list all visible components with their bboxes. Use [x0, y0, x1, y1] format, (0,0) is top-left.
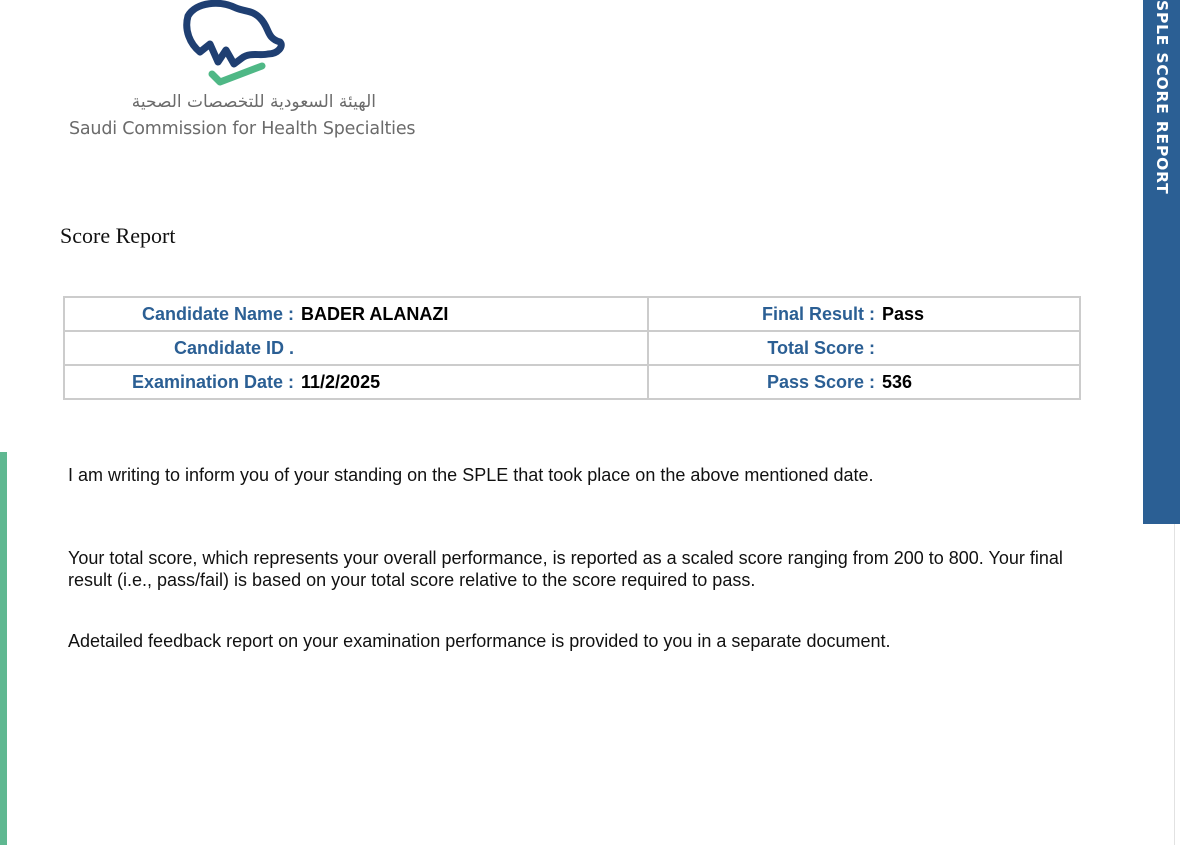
table-row	[64, 297, 1080, 331]
final-result-cell	[648, 297, 1080, 331]
pass-score-cell	[648, 365, 1080, 399]
exam-date-label: Examination Date :	[131, 371, 294, 392]
pass-score-label: Pass Score :	[766, 371, 875, 392]
candidate-name-cell	[64, 297, 648, 331]
candidate-id-label: Candidate ID .	[173, 337, 294, 358]
organization-name-english: Saudi Commission for Health Specialties	[69, 119, 416, 139]
organization-logo	[60, 0, 420, 150]
exam-date-cell	[64, 365, 648, 399]
candidate-id-cell	[64, 331, 648, 365]
intro-paragraph: I am writing to inform you of your standing on the SPLE that took place on the above mentioned date.	[68, 465, 874, 485]
candidate-info-table	[63, 296, 1081, 400]
pass-score-value: 536	[882, 371, 913, 392]
accent-bar	[0, 452, 7, 845]
side-banner	[1143, 0, 1180, 524]
side-divider	[1174, 524, 1175, 845]
total-score-label: Total Score :	[767, 337, 875, 358]
final-result-label: Final Result :	[761, 303, 875, 324]
feedback-paragraph: Adetailed feedback report on your examination performance is provided to you in a separate document.	[68, 631, 891, 651]
scfhs-logo-icon	[180, 0, 292, 92]
candidate-name-value: BADER ALANAZI	[301, 303, 449, 324]
final-result-value: Pass	[882, 303, 925, 324]
side-banner-title: SPLE SCORE REPORT	[1153, 0, 1171, 195]
exam-date-value: 11/2/2025	[301, 371, 381, 392]
table-row	[64, 365, 1080, 399]
candidate-name-label: Candidate Name :	[141, 303, 294, 324]
page-title: Score Report	[60, 223, 176, 248]
organization-name-arabic: الهيئة السعودية للتخصصات الصحية	[131, 92, 376, 112]
score-explanation-paragraph: Your total score, which represents your overall performance, is reported as a scaled score ranging from 200 to 800. Your final result (i.e., pass/fail) is based on your total score relative to the score required to pass.	[68, 548, 1063, 590]
total-score-cell	[648, 331, 1080, 365]
table-row	[64, 331, 1080, 365]
